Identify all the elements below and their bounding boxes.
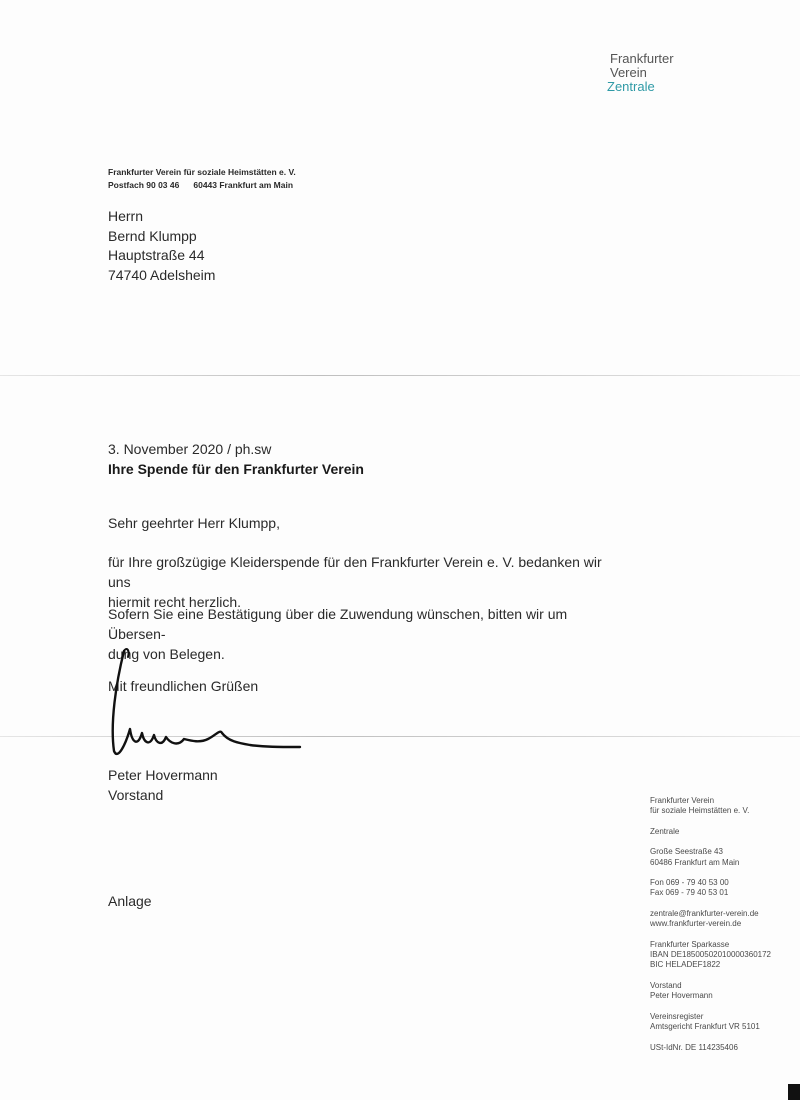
sidebar-department xyxy=(650,827,795,837)
paragraph-1-line-2: hiermit recht herzlich. xyxy=(108,594,242,610)
sidebar-email: zentrale@frankfurter-verein.de xyxy=(650,908,759,918)
sidebar-online xyxy=(650,909,795,930)
sidebar-org-line-1: Frankfurter Verein xyxy=(650,796,715,805)
sidebar-ust: USt-IdNr. DE 114235406 xyxy=(650,1042,738,1052)
sidebar-org-line-2: für soziale Heimstätten e. V. xyxy=(650,806,750,816)
handwritten-signature xyxy=(104,643,304,763)
recipient-city: 74740 Adelsheim xyxy=(108,266,216,283)
sidebar-contact-info xyxy=(650,796,795,1063)
sidebar-organization xyxy=(650,796,795,817)
sidebar-bic: BIC HELADEF1822 xyxy=(650,960,721,970)
signer-title: Vorstand xyxy=(108,787,164,803)
letter-dateline: 3. November 2020 / ph.sw xyxy=(108,441,272,457)
sidebar-vat xyxy=(650,1043,795,1053)
recipient-address xyxy=(108,207,215,285)
sidebar-fax: Fax 069 - 79 40 53 01 xyxy=(650,888,729,898)
letter-greeting: Sehr geehrter Herr Klumpp, xyxy=(108,515,280,531)
organization-logo xyxy=(607,51,674,94)
sidebar-board-label: Vorstand xyxy=(650,980,682,990)
sidebar-iban: IBAN DE18500502010000360172 xyxy=(650,950,771,960)
signer-name: Peter Hovermann xyxy=(108,767,218,783)
return-address-postfach: Postfach 90 03 46 xyxy=(108,180,180,190)
logo-line-1: Frankfurter xyxy=(610,51,674,66)
recipient-name: Bernd Klumpp xyxy=(108,227,197,244)
sidebar-bank xyxy=(650,940,795,971)
sidebar-board-name: Peter Hovermann xyxy=(650,991,713,1001)
recipient-salutation: Herrn xyxy=(108,208,144,224)
paragraph-2-line-2: dung von Belegen. xyxy=(108,646,225,662)
paragraph-2-line-1: Sofern Sie eine Bestätigung über die Zuwendung wünschen, bitten wir um Übersen- xyxy=(108,606,568,642)
letter-paragraph-1 xyxy=(108,552,618,612)
sidebar-register-value: Amtsgericht Frankfurt VR 5101 xyxy=(650,1022,760,1032)
sidebar-board xyxy=(650,981,795,1002)
letter-subject: Ihre Spende für den Frankfurter Verein xyxy=(108,461,364,477)
return-address-city: 60443 Frankfurt am Main xyxy=(193,180,294,190)
signer-block xyxy=(108,765,618,805)
sidebar-address xyxy=(650,847,795,868)
letter-closing: Mit freundlichen Grüßen xyxy=(108,678,259,694)
sidebar-phone xyxy=(650,878,795,899)
paragraph-1-line-1: für Ihre großzügige Kleiderspende für den Frankfurter Verein e. V. bedanken wir uns xyxy=(108,554,602,590)
logo-line-3: Zentrale xyxy=(607,79,655,94)
sidebar-city: 60486 Frankfurt am Main xyxy=(650,857,740,867)
sidebar-dept: Zentrale xyxy=(650,826,680,836)
sidebar-fon: Fon 069 - 79 40 53 00 xyxy=(650,878,729,888)
recipient-street: Hauptstraße 44 xyxy=(108,247,205,263)
scan-edge-mark xyxy=(788,1084,800,1100)
return-address-org: Frankfurter Verein für soziale Heimstätten e. V. xyxy=(108,167,296,177)
sidebar-register xyxy=(650,1012,795,1033)
fold-line-upper xyxy=(0,375,800,376)
return-address xyxy=(108,166,296,192)
logo-line-2: Verein xyxy=(610,65,647,80)
sidebar-street: Große Seestraße 43 xyxy=(650,847,723,857)
sidebar-web: www.frankfurter-verein.de xyxy=(650,919,742,929)
sidebar-register-label: Vereinsregister xyxy=(650,1011,704,1021)
sidebar-bank-name: Frankfurter Sparkasse xyxy=(650,939,730,949)
enclosure-note: Anlage xyxy=(108,893,152,909)
